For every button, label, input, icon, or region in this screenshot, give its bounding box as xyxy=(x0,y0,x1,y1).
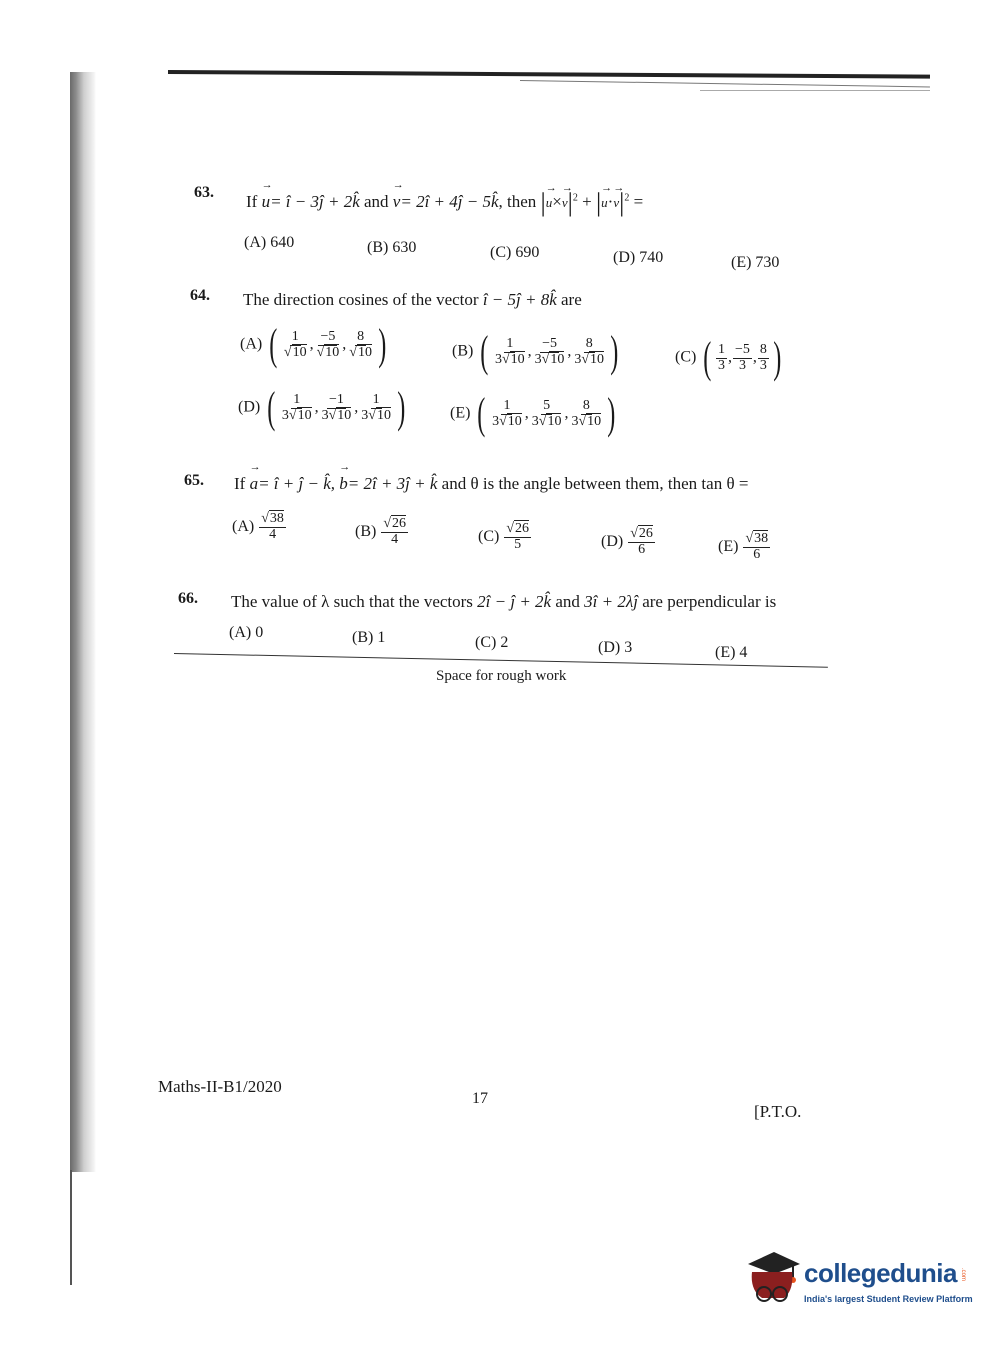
q64-option-e: (E) ( $\frac{1}{3√10}$ , $\frac{5}{3√10}$ , $\frac{8}{3√10}$ ) xyxy=(450,389,616,438)
scan-edge-line xyxy=(70,1170,72,1285)
q64-b-coef2: 3 xyxy=(534,351,542,367)
q66-v2: 3î + 2λĵ xyxy=(584,592,638,611)
q65-d-den: 6 xyxy=(638,541,646,557)
q66-v1: 2î − ĵ + 2k̂ xyxy=(477,592,552,611)
q63-then: , then xyxy=(498,191,537,211)
q64-e-coef2: 3 xyxy=(531,413,539,429)
question-63-number: 63. xyxy=(194,184,214,201)
q64-e-den1: 10 xyxy=(507,413,522,429)
question-66-text xyxy=(231,592,776,612)
q64-c-den2: 3 xyxy=(738,357,746,373)
q64-c-den3: 3 xyxy=(759,357,767,373)
q64-e-num1: 1 xyxy=(503,397,511,413)
q63-sq1: 2 xyxy=(572,192,578,204)
q66-option-e: (E) 4 xyxy=(715,644,748,661)
q64-b-num3: 8 xyxy=(585,335,593,351)
q63-sq2: 2 xyxy=(624,192,630,204)
q65-option-c: (C) $\frac{√26}{5}$ xyxy=(478,521,530,552)
q64-d-num3: 1 xyxy=(372,391,380,407)
top-rule-secondary xyxy=(520,80,930,87)
logo-tagline: India's largest Student Review Platform xyxy=(804,1294,973,1304)
collegedunia-logo xyxy=(744,1250,974,1310)
q63-dot: · xyxy=(607,191,614,211)
q64-b-den1: 10 xyxy=(510,351,525,367)
q66-option-a: (A) 0 xyxy=(229,624,264,641)
q65-a-def: = î + ĵ − k̂, xyxy=(258,474,335,493)
rough-work-label: Space for rough work xyxy=(436,668,567,684)
q63-if: If xyxy=(246,191,258,211)
q65-if: If xyxy=(234,474,246,493)
q63-v-def: = 2î + 4ĵ − 5k̂ xyxy=(400,191,499,211)
q64-e-coef1: 3 xyxy=(492,413,500,429)
q66-option-b: (B) 1 xyxy=(352,629,386,646)
q64-tail: are xyxy=(561,290,582,309)
q64-e-num2: 5 xyxy=(543,397,551,413)
q65-e-den: 6 xyxy=(753,546,761,562)
q63-option-c: (C) 690 xyxy=(490,244,540,261)
q63-eq: = xyxy=(633,191,644,211)
q64-d-num2: −1 xyxy=(328,391,344,407)
q64-e-coef3: 3 xyxy=(571,413,579,429)
q63-cross: × xyxy=(552,191,562,211)
q65-b-den: 4 xyxy=(391,531,399,547)
q64-d-den1: 10 xyxy=(297,407,312,423)
q64-b-coef3: 3 xyxy=(574,351,582,367)
q64-e-den3: 10 xyxy=(587,413,602,429)
q64-d-num1: 1 xyxy=(293,391,301,407)
q64-d-den2: 10 xyxy=(337,407,352,423)
q64-c-num1: 1 xyxy=(717,341,725,357)
q65-a-num: 38 xyxy=(269,511,284,526)
q63-option-b: (B) 630 xyxy=(367,239,417,256)
q64-option-d: (D) ( $\frac{1}{3√10}$ , $\frac{-1}{3√10}$ , $\frac{1}{3√10}$ ) xyxy=(238,383,406,432)
q64-a-den1: 10 xyxy=(292,344,307,360)
q63-and: and xyxy=(364,191,389,211)
logo-wordmark: collegedunia xyxy=(804,1258,957,1288)
q65-mid: and θ is the angle between them, then tan θ = xyxy=(441,474,749,493)
q64-a-label: (A) xyxy=(240,335,263,353)
q64-b-den2: 10 xyxy=(550,351,565,367)
q64-option-b: (B) ( $\frac{1}{3√10}$ , $\frac{-5}{3√10}$ , $\frac{8}{3√10}$ ) xyxy=(452,327,619,376)
q64-a-den2: 10 xyxy=(325,344,340,360)
q65-option-b: (B) $\frac{√26}{4}$ xyxy=(355,516,407,547)
q65-c-label: (C) xyxy=(478,527,500,545)
q64-d-coef2: 3 xyxy=(321,407,329,423)
q65-b-def: = 2î + 3ĵ + k̂ xyxy=(347,474,438,493)
mascot-icon xyxy=(744,1250,802,1310)
q66-lead: The value of λ such that the vectors xyxy=(231,592,473,611)
q64-option-c: (C) ( $\frac{1}{3}$ , $\frac{-5}{3}$ , $\frac{8}{3}$ ) xyxy=(675,333,782,382)
q66-and: and xyxy=(555,592,580,611)
q63-u-def: = î − 3ĵ + 2k̂ xyxy=(270,191,360,211)
question-66-number: 66. xyxy=(178,590,198,607)
q64-c-num3: 8 xyxy=(759,341,767,357)
paper-code: Maths-II-B1/2020 xyxy=(158,1077,282,1096)
q64-b-label: (B) xyxy=(452,342,474,360)
q65-b-num: 26 xyxy=(392,516,407,531)
q64-c-den1: 3 xyxy=(717,357,725,373)
question-64-text xyxy=(243,290,582,310)
question-65-number: 65. xyxy=(184,472,204,489)
logo-suffix: .com xyxy=(960,1268,966,1282)
q65-e-num: 38 xyxy=(754,531,769,546)
top-rule xyxy=(168,70,930,79)
q64-d-label: (D) xyxy=(238,398,261,416)
q64-e-den2: 10 xyxy=(547,413,562,429)
pto-marker: [P.T.O. xyxy=(754,1102,802,1121)
page-number: 17 xyxy=(472,1090,488,1107)
q64-option-a: (A) ( $\frac{1}{√10}$ , $\frac{-5}{√10}$ , $\frac{8}{√10}$ ) xyxy=(240,320,387,369)
q64-b-num2: −5 xyxy=(542,335,557,351)
q65-c-num: 26 xyxy=(515,521,530,536)
q64-a-num2: −5 xyxy=(320,328,336,344)
q65-c-den: 5 xyxy=(514,536,522,552)
q65-d-label: (D) xyxy=(601,532,624,550)
q64-c-label: (C) xyxy=(675,348,697,366)
q64-vector: î − 5ĵ + 8k̂ xyxy=(482,290,557,309)
q65-e-label: (E) xyxy=(718,537,739,555)
q64-d-coef1: 3 xyxy=(281,407,289,423)
top-rule-tertiary xyxy=(700,90,930,91)
q64-b-coef1: 3 xyxy=(494,351,502,367)
scan-edge-shadow xyxy=(70,72,96,1172)
q64-e-num3: 8 xyxy=(582,397,590,413)
question-64-number: 64. xyxy=(190,287,210,304)
q65-a-den: 4 xyxy=(269,526,277,542)
q63-option-a: (A) 640 xyxy=(244,234,295,251)
q66-option-d: (D) 3 xyxy=(598,639,633,656)
q65-option-a: (A) $\frac{√38}{4}$ xyxy=(232,511,284,542)
q64-b-num1: 1 xyxy=(506,335,514,351)
q64-c-num2: −5 xyxy=(734,341,750,357)
q65-option-d: (D) $\frac{√26}{6}$ xyxy=(601,526,653,557)
q64-a-num3: 8 xyxy=(357,328,365,344)
question-63-text: If → u= î − 3ĵ + 2k̂ and → v= 2î + 4ĵ − 5k̂, then |→ $u\times\to v|^2$ + |→ $u\cdot\to v|^2$ = xyxy=(246,188,643,218)
q65-b-label: (B) xyxy=(355,522,377,540)
q65-d-num: 26 xyxy=(638,526,653,541)
q64-d-coef3: 3 xyxy=(361,407,369,423)
q64-lead: The direction cosines of the vector xyxy=(243,290,479,309)
q63-plus: + xyxy=(582,191,592,211)
q66-option-c: (C) 2 xyxy=(475,634,509,651)
q64-a-num1: 1 xyxy=(291,328,299,344)
q64-d-den3: 10 xyxy=(376,407,391,423)
q64-a-den3: 10 xyxy=(357,344,372,360)
question-65-text: If → a= î + ĵ − k̂, → b= 2î + 3ĵ + k̂ and θ is the angle between them, then tan θ = xyxy=(234,474,748,494)
q65-a-label: (A) xyxy=(232,517,255,535)
q66-tail: are perpendicular is xyxy=(642,592,777,611)
q63-option-e: (E) 730 xyxy=(731,254,780,271)
q63-option-d: (D) 740 xyxy=(613,249,664,266)
q65-option-e: (E) $\frac{√38}{6}$ xyxy=(718,531,769,562)
q64-e-label: (E) xyxy=(450,404,471,422)
q64-b-den3: 10 xyxy=(590,351,605,367)
